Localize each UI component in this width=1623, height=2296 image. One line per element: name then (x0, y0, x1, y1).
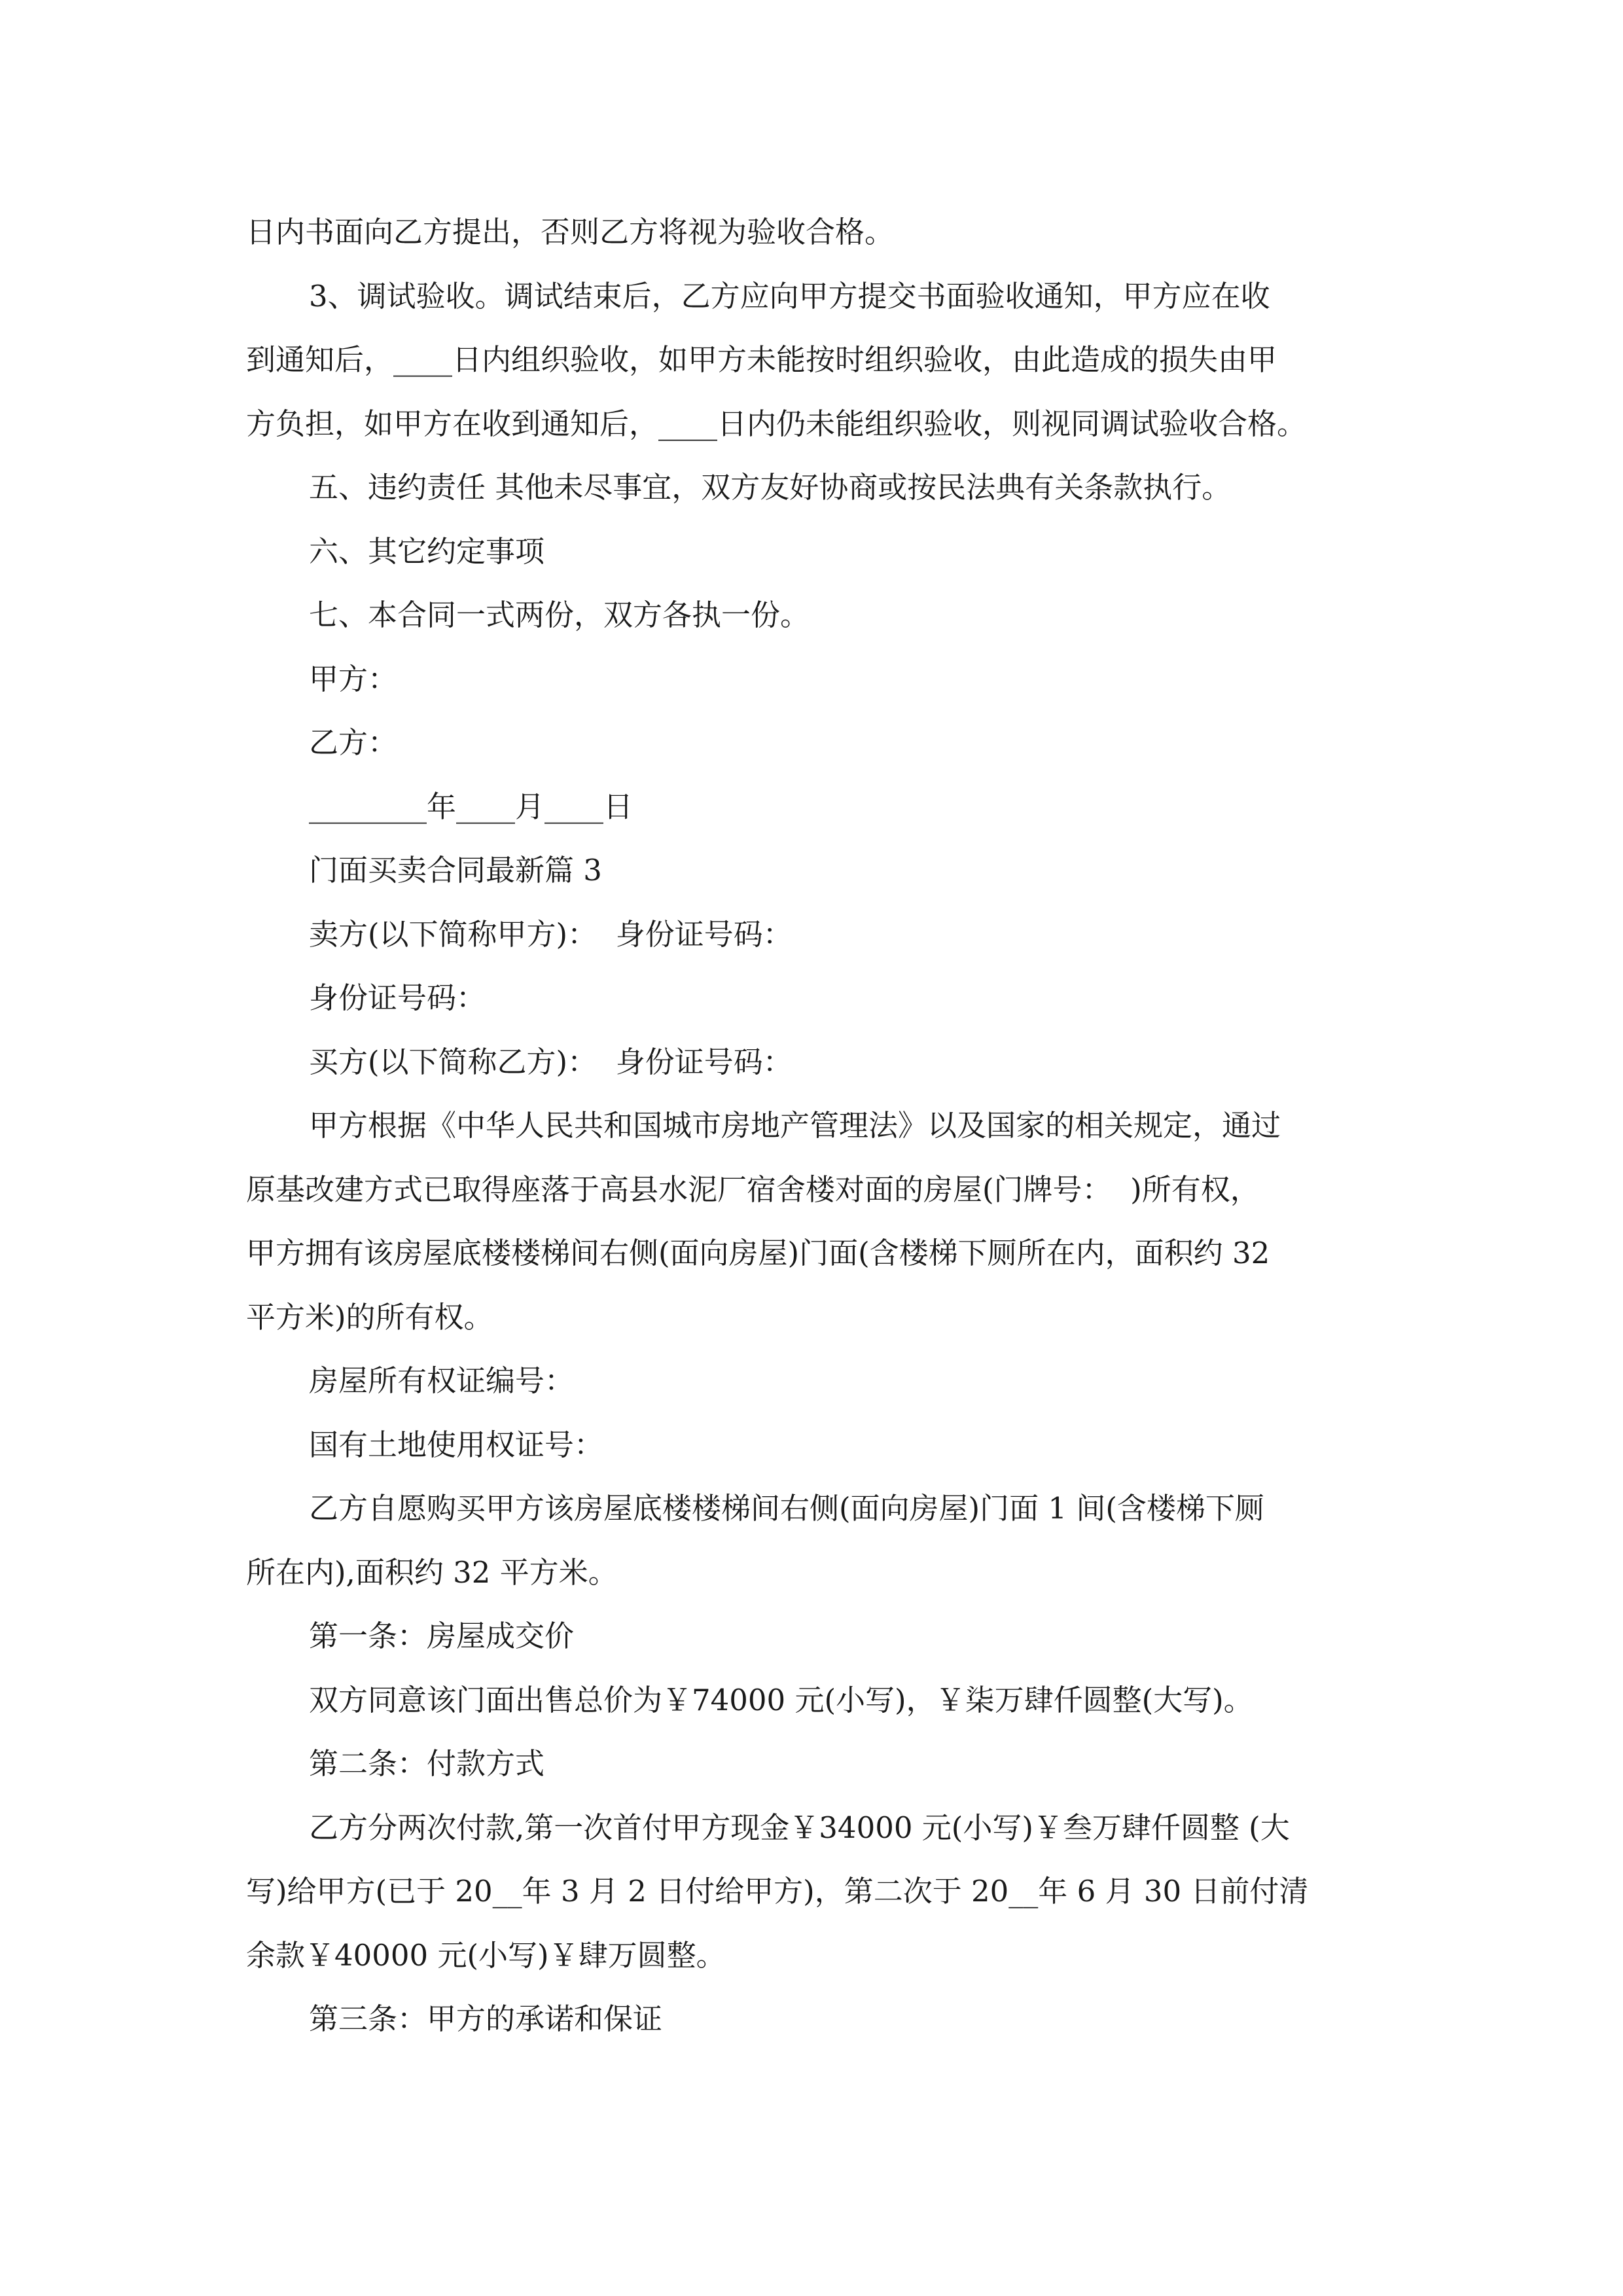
text-line: 甲方拥有该房屋底楼楼梯间右侧(面向房屋)门面(含楼梯下厕所在内，面积约 32 (246, 1236, 1270, 1270)
text-line: 方负担，如甲方在收到通知后，____日内仍未能组织验收，则视同调试验收合格。 (246, 406, 1307, 441)
text-line: 乙方分两次付款,第一次首付甲方现金￥34000 元(小写)￥叁万肆仟圆整 (大 (309, 1810, 1290, 1845)
text-line: 六、其它约定事项 (309, 533, 545, 569)
article-heading: 第一条：房屋成交价 (309, 1619, 575, 1653)
text-line: 原基改建方式已取得座落于高县水泥厂宿舍楼对面的房屋(门牌号： )所有权， (246, 1172, 1260, 1207)
text-line: 余款￥40000 元(小写)￥肆万圆整。 (246, 1937, 726, 1973)
text-line: 五、违约责任 其他未尽事宜，双方友好协商或按民法典有关条款执行。 (309, 470, 1232, 505)
text-line: 甲方根据《中华人民共和国城市房地产管理法》以及国家的相关规定，通过 (309, 1108, 1281, 1143)
party-b-signature-line: 乙方： (309, 725, 398, 760)
text-line: 3、调试验收。调试结束后，乙方应向甲方提交书面验收通知，甲方应在收 (309, 278, 1270, 314)
text-line: 日内书面向乙方提出，否则乙方将视为验收合格。 (246, 215, 895, 249)
text-line: 国有土地使用权证号： (309, 1427, 604, 1462)
text-line: 乙方自愿购买甲方该房屋底楼楼梯间右侧(面向房屋)门面 1 间(含楼梯下厕 (309, 1491, 1264, 1526)
date-line: ________年____月____日 (309, 789, 633, 824)
text-line: 所在内),面积约 32 平方米。 (246, 1554, 618, 1590)
text-line: 平方米)的所有权。 (246, 1299, 493, 1335)
id-number-line: 身份证号码： (309, 980, 486, 1015)
party-a-signature-line: 甲方： (309, 661, 398, 696)
seller-line: 卖方(以下简称甲方)： 身份证号码： (309, 916, 793, 952)
text-line: 七、本合同一式两份，双方各执一份。 (309, 598, 810, 632)
article-heading: 第三条：甲方的承诺和保证 (309, 2001, 663, 2036)
article-heading: 第二条：付款方式 (309, 1746, 545, 1781)
text-line: 到通知后，____日内组织验收，如甲方未能按时组织验收，由此造成的损失由甲 (246, 342, 1277, 377)
document-body (246, 200, 1378, 2051)
text-line: 房屋所有权证编号： (309, 1363, 575, 1398)
buyer-line: 买方(以下简称乙方)： 身份证号码： (309, 1044, 793, 1079)
section-heading: 门面买卖合同最新篇 3 (309, 853, 602, 888)
text-line: 双方同意该门面出售总价为￥74000 元(小写)，￥柒万肆仟圆整(大写)。 (309, 1682, 1253, 1717)
text-line: 写)给甲方(已于 20__年 3 月 2 日付给甲方)，第二次于 20__年 6 月 30 日前付清 (246, 1874, 1309, 1909)
